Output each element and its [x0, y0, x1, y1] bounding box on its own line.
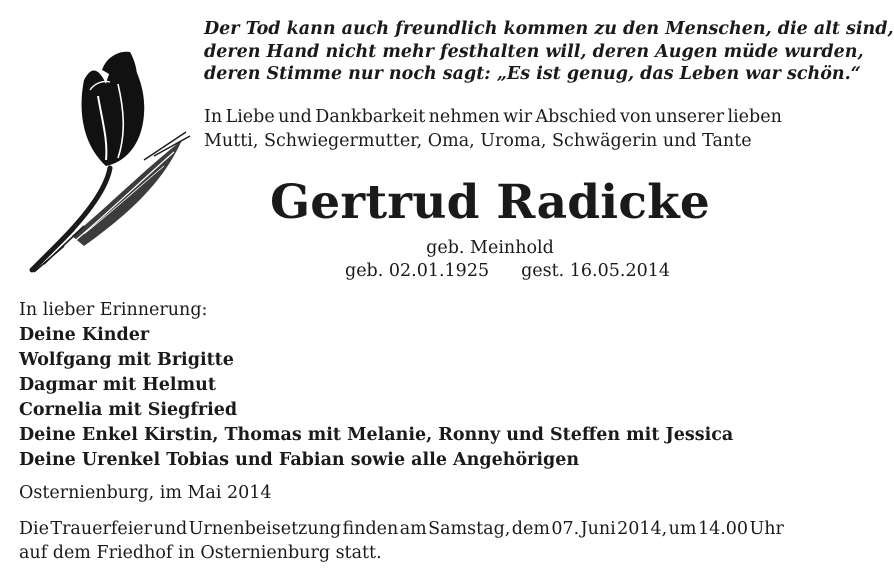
word: Urnenbeisetzung [188, 519, 342, 539]
mourner-line: Dagmar mit Helmut [19, 375, 216, 395]
tulip-icon [14, 40, 194, 280]
quote-line: deren Stimme nur noch sagt: „Es ist genug, das Leben war schön.“ [204, 64, 861, 84]
life-dates [345, 260, 670, 282]
word: In [204, 107, 223, 127]
deceased-name: Gertrud Radicke [269, 175, 711, 230]
mourner-line: Deine Urenkel Tobias und Fabian sowie alle Angehörigen [19, 450, 580, 470]
word: um [668, 519, 697, 539]
word: Samstag, [428, 519, 511, 539]
word: Liebe [225, 107, 275, 127]
place-date: Osternienburg, im Mai 2014 [19, 483, 272, 503]
word: Dankbarkeit [315, 107, 426, 127]
birth-date: geb. 02.01.1925 [345, 261, 490, 281]
word: und [278, 107, 312, 127]
intro-text [204, 105, 784, 153]
ceremony-info [19, 517, 784, 565]
mourner-line: Deine Kinder [19, 325, 150, 345]
mourner-line: Cornelia mit Siegfried [19, 400, 238, 420]
intro-line-2: Mutti, Schwiegermutter, Oma, Uroma, Schwägerin und Tante [204, 131, 752, 151]
word: finden [342, 519, 399, 539]
word: Die [19, 519, 49, 539]
word: Uhr [749, 519, 784, 539]
word: 2014, [617, 519, 668, 539]
word: lieben [727, 107, 782, 127]
word: 07. [551, 519, 580, 539]
quote-line: Der Tod kann auch freundlich kommen zu den Menschen, die alt sind, [204, 19, 894, 39]
maiden-name: geb. Meinhold [426, 238, 554, 258]
word: dem [511, 519, 550, 539]
ceremony-line-1 [19, 517, 784, 541]
ceremony-line-2: auf dem Friedhof in Osternienburg statt. [19, 543, 382, 563]
word: Trauerfeier [50, 519, 153, 539]
word: nehmen [428, 107, 500, 127]
mourner-line: Wolfgang mit Brigitte [19, 350, 234, 370]
word: und [153, 519, 188, 539]
word: Abschied [535, 107, 617, 127]
word: 14.00 [697, 519, 749, 539]
word: Juni [580, 519, 616, 539]
word: am [399, 519, 427, 539]
word: unserer [655, 107, 725, 127]
mourner-line: Deine Enkel Kirstin, Thomas mit Melanie, Ronny und Steffen mit Jessica [19, 425, 734, 445]
poem-quote [204, 18, 894, 86]
intro-line-1 [204, 105, 782, 129]
death-date: gest. 16.05.2014 [521, 261, 670, 281]
word: von [620, 107, 652, 127]
mourners-list [19, 298, 779, 473]
word: wir [503, 107, 533, 127]
quote-line: deren Hand nicht mehr festhalten will, deren Augen müde wurden, [204, 41, 864, 62]
mourners-heading: In lieber Erinnerung: [19, 300, 208, 320]
